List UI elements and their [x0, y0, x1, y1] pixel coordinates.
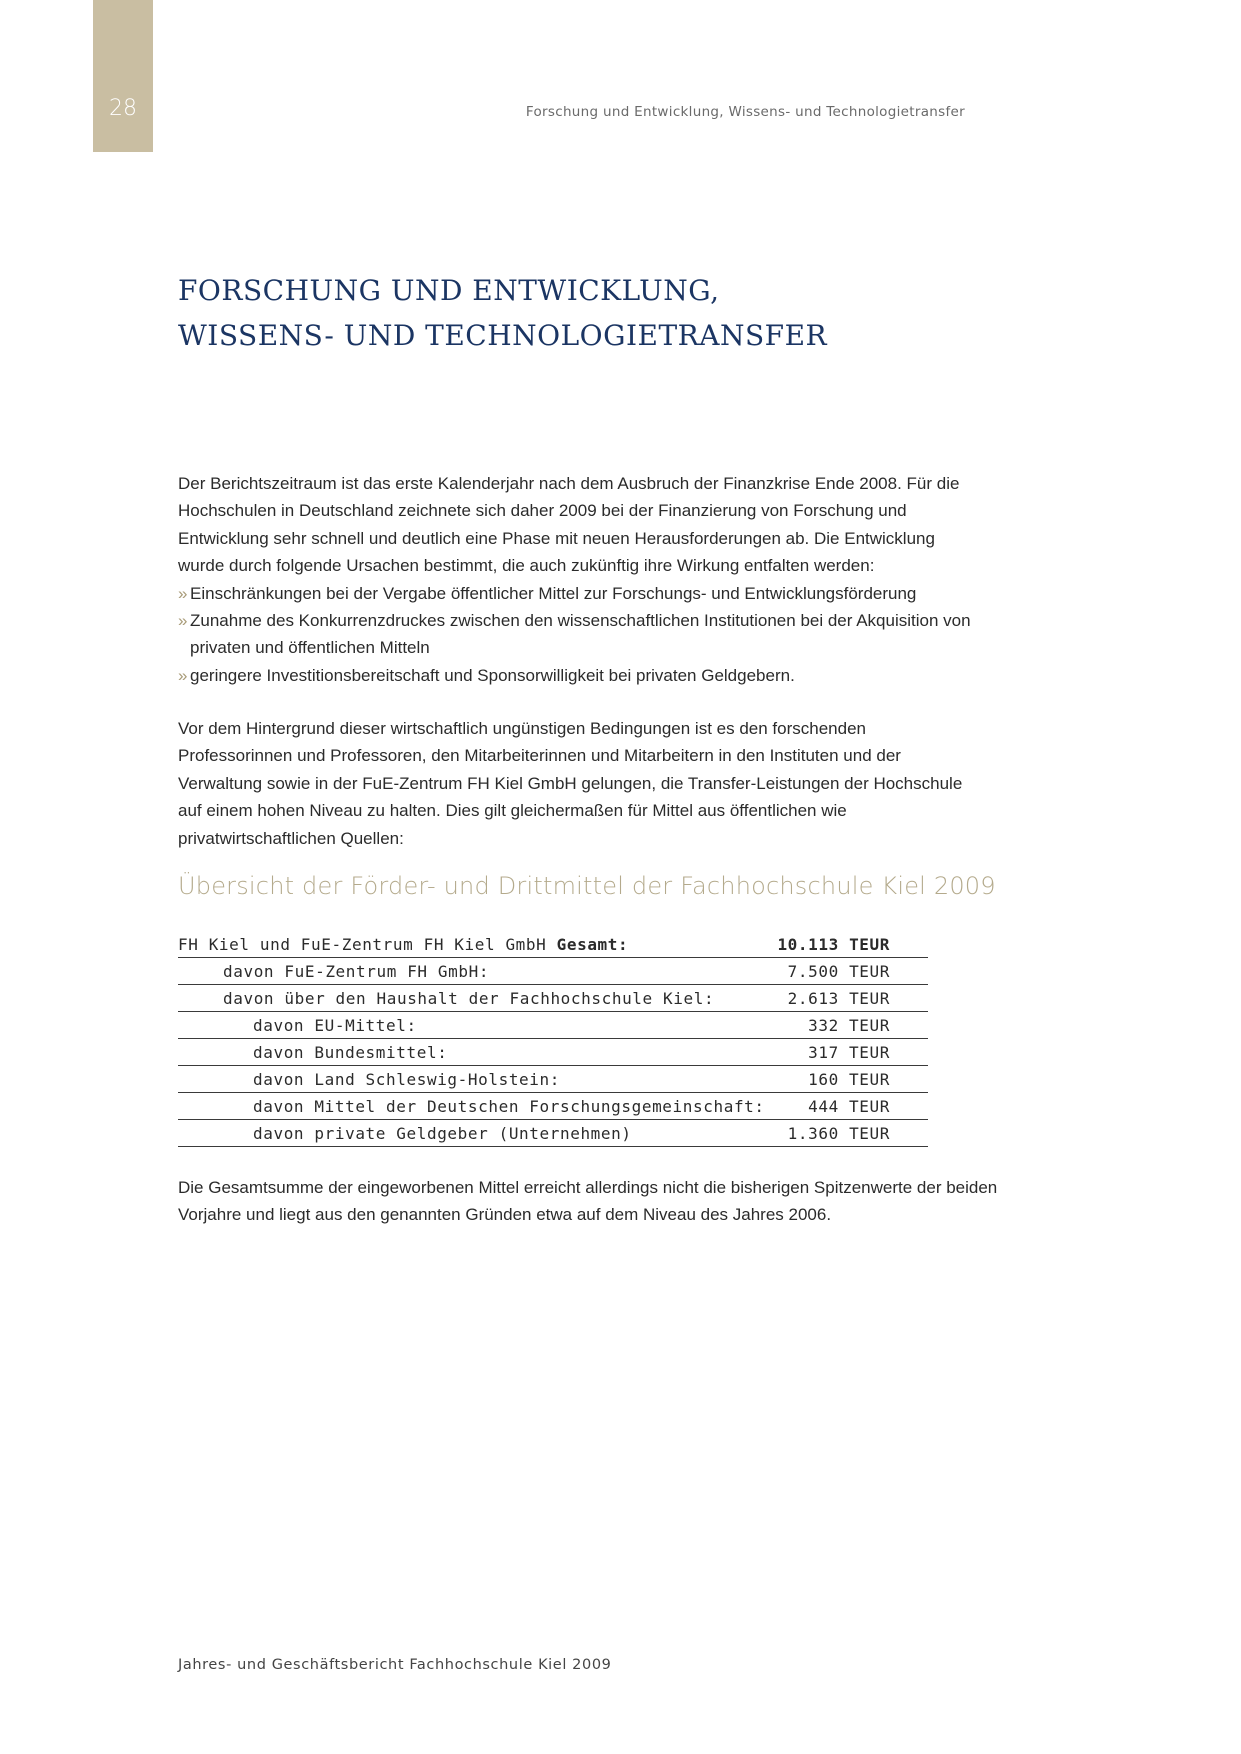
- page-title: [178, 268, 827, 358]
- row-amount: 160 TEUR: [775, 1066, 928, 1093]
- page-footer: Jahres- und Geschäftsbericht Fachhochschule Kiel 2009: [178, 1657, 612, 1673]
- table-row: [178, 1066, 928, 1093]
- intro-paragraph: Der Berichtszeitraum ist das erste Kalenderjahr nach dem Ausbruch der Finanzkrise Ende 2008. Für die Hochschulen in Deutschland zeichnete sich daher 2009 bei der Finanzierung von Forschung und Entwicklung sehr schnell und deutlich eine Phase mit neuen Herausforderungen ab. Die Entwicklung wurde durch folgende Ursachen bestimmt, die auch zukünftig ihre Wirkung entfalten werden:: [178, 474, 960, 576]
- row-amount: 7.500 TEUR: [775, 958, 928, 985]
- context-paragraph: Vor dem Hintergrund dieser wirtschaftlich ungünstigen Bedingungen ist es den forschenden Professorinnen und Professoren, den Mitarbeiterinnen und Mitarbeitern in den Instituten und der Verwaltung sowie in der FuE-Zentrum FH Kiel GmbH gelungen, die Transfer-Leistungen der Hochschule auf einem hohen Niveau zu halten. Dies gilt gleichermaßen für Mittel aus öffentlichen wie privatwirtschaftlichen Quellen:: [178, 719, 963, 848]
- bullet-marker-icon: »: [178, 611, 188, 631]
- table-row-total: [178, 931, 928, 958]
- row-label: davon Land Schleswig-Holstein:: [178, 1066, 775, 1093]
- total-amount: 10.113 TEUR: [775, 931, 928, 958]
- page-number: 28: [109, 96, 137, 121]
- bullet-marker-icon: »: [178, 665, 188, 685]
- row-label: davon Mittel der Deutschen Forschungsgemeinschaft:: [178, 1093, 775, 1120]
- table-row: [178, 1039, 928, 1066]
- total-label-bold: Gesamt:: [556, 934, 629, 954]
- page-number-tab: [93, 0, 153, 152]
- bullet-marker-icon: »: [178, 583, 188, 603]
- list-item-text: Einschränkungen bei der Vergabe öffentlicher Mittel zur Forschungs- und Entwicklungsförderung: [190, 583, 917, 603]
- page-title-line-1: FORSCHUNG UND ENTWICKLUNG,: [178, 274, 720, 307]
- row-label: davon private Geldgeber (Unternehmen): [178, 1120, 775, 1147]
- running-header: Forschung und Entwicklung, Wissens- und Technologietransfer: [525, 104, 965, 120]
- summary-paragraph: Die Gesamtsumme der eingeworbenen Mittel erreicht allerdings nicht die bisherigen Spitzenwerte der beiden Vorjahre und liegt aus den genannten Gründen etwa auf dem Niveau des Jahres 2006.: [178, 1178, 998, 1225]
- cause-list: [178, 580, 978, 690]
- section-heading: Übersicht der Förder- und Drittmittel der Fachhochschule Kiel 2009: [178, 872, 996, 900]
- row-label: davon EU-Mittel:: [178, 1012, 775, 1039]
- list-item: [178, 607, 978, 662]
- page-title-line-2: WISSENS- UND TECHNOLOGIETRANSFER: [178, 319, 828, 352]
- list-item: [178, 580, 978, 607]
- table-row: [178, 958, 928, 985]
- total-label: FH Kiel und FuE-Zentrum FH Kiel GmbH Gesamt:: [178, 931, 775, 958]
- table-row: [178, 1120, 928, 1147]
- list-item-text: Zunahme des Konkurrenzdruckes zwischen den wissenschaftlichen Institutionen bei der Akquisition von privaten und öffentlichen Mitteln: [190, 611, 971, 658]
- row-amount: 2.613 TEUR: [775, 985, 928, 1012]
- row-amount: 317 TEUR: [775, 1039, 928, 1066]
- row-label: davon Bundesmittel:: [178, 1039, 775, 1066]
- row-label: davon FuE-Zentrum FH GmbH:: [178, 958, 775, 985]
- table-row: [178, 985, 928, 1012]
- table-row: [178, 1012, 928, 1039]
- row-label: davon über den Haushalt der Fachhochschule Kiel:: [178, 985, 775, 1012]
- list-item: [178, 662, 978, 689]
- table-row: [178, 1093, 928, 1120]
- list-item-text: geringere Investitionsbereitschaft und Sponsorwilligkeit bei privaten Geldgebern.: [190, 665, 795, 685]
- intro-section: [178, 470, 978, 689]
- row-amount: 444 TEUR: [775, 1093, 928, 1120]
- row-amount: 332 TEUR: [775, 1012, 928, 1039]
- row-amount: 1.360 TEUR: [775, 1120, 928, 1147]
- funding-table: [178, 931, 928, 1147]
